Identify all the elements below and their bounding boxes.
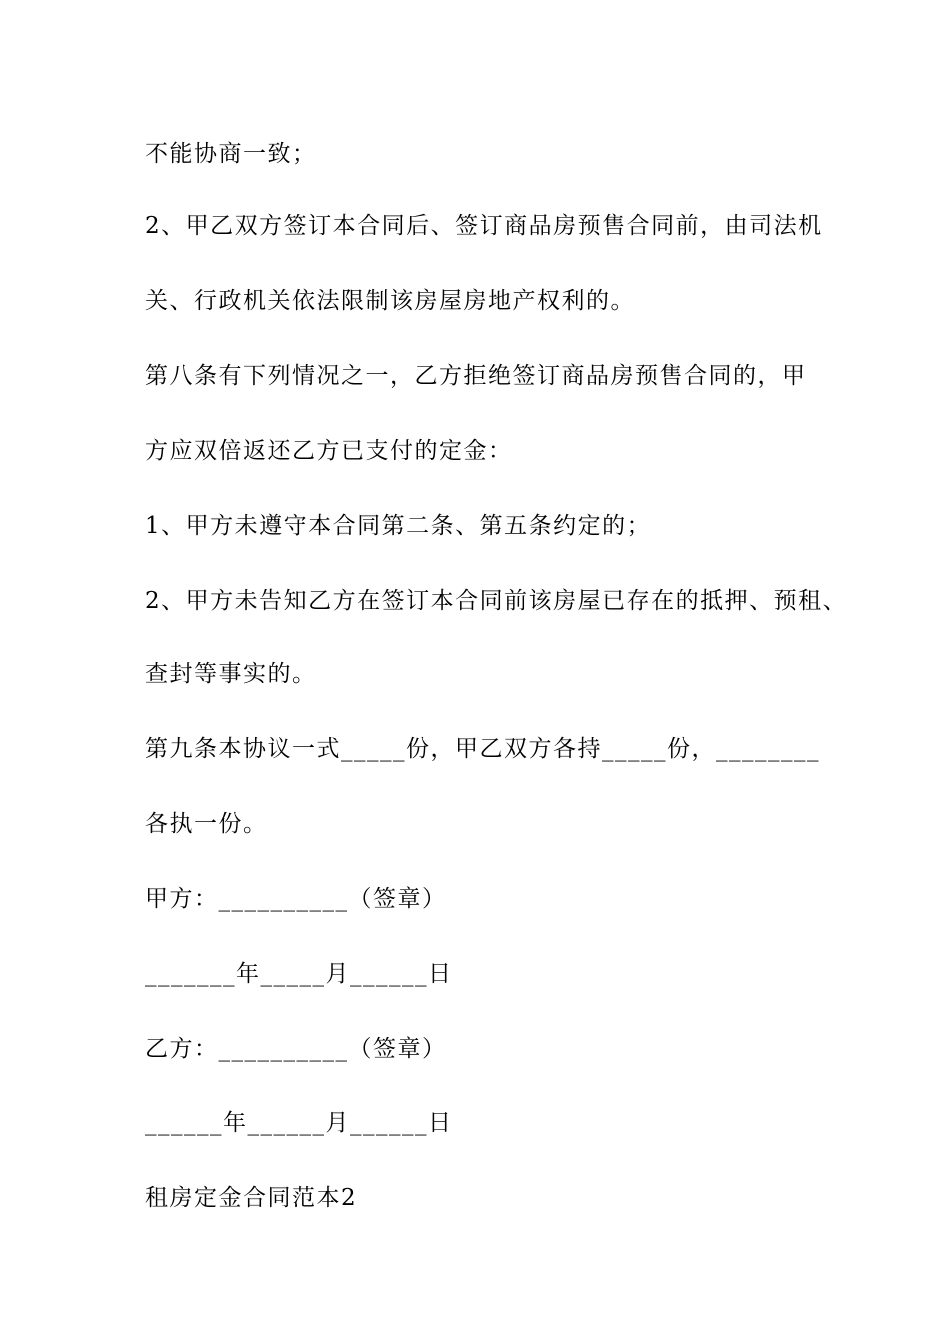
text-line-1: 不能协商一致；	[145, 141, 317, 167]
party-a-signature-line: 甲方：__________（签章）	[145, 886, 447, 912]
text-line-4: 第八条有下列情况之一，乙方拒绝签订商品房预售合同的，甲	[145, 363, 807, 389]
text-line-6: 1、甲方未遵守本合同第二条、第五条约定的；	[145, 513, 652, 539]
text-line-9: 第九条本协议一式_____份，甲乙双方各持_____份，________	[145, 736, 820, 762]
party-a-date-line: _______年_____月______日	[145, 961, 453, 987]
text-line-8: 查封等事实的。	[145, 661, 317, 687]
text-line-3: 关、行政机关依法限制该房屋房地产权利的。	[145, 288, 635, 314]
party-b-date-line: ______年______月______日	[145, 1110, 453, 1136]
party-b-signature-line: 乙方：__________（签章）	[145, 1036, 447, 1062]
text-line-5: 方应双倍返还乙方已支付的定金：	[145, 438, 513, 464]
text-line-2: 2、甲乙双方签订本合同后、签订商品房预售合同前，由司法机	[145, 213, 823, 239]
text-line-10: 各执一份。	[145, 811, 268, 837]
text-line-7: 2、甲方未告知乙方在签订本合同前该房屋已存在的抵押、预租、	[145, 588, 848, 614]
section-heading: 租房定金合同范本2	[145, 1185, 358, 1211]
